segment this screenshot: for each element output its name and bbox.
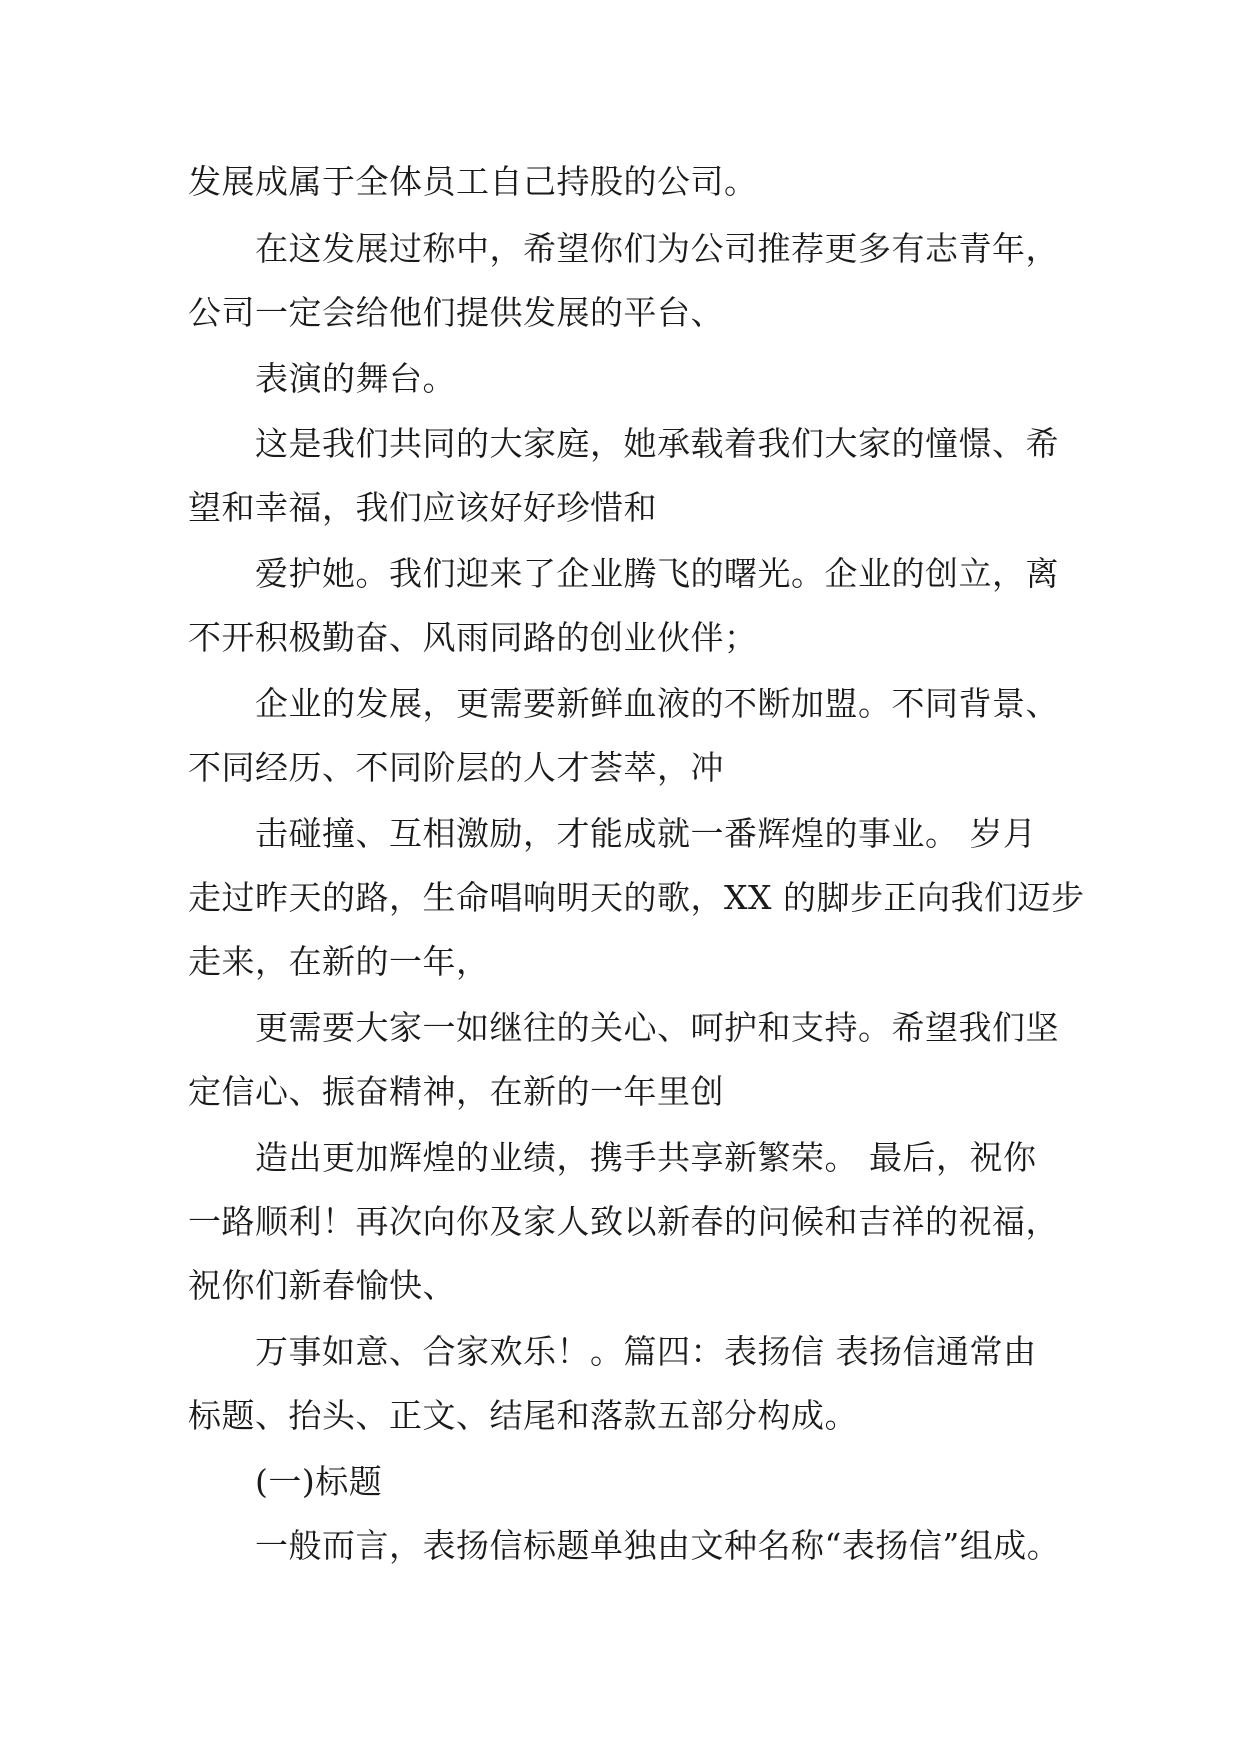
text-line: 望和幸福，我们应该好好珍惜和 bbox=[188, 488, 657, 527]
text-line: 标题、抬头、正文、结尾和落款五部分构成。 bbox=[188, 1396, 858, 1435]
text-line: 表演的舞台。 bbox=[255, 359, 456, 398]
text-line: 不开积极勤奋、风雨同路的创业伙伴； bbox=[188, 618, 758, 657]
section-heading: (一)标题 bbox=[255, 1462, 383, 1501]
text-line: 公司一定会给他们提供发展的平台、 bbox=[188, 293, 724, 332]
text-line: 击碰撞、互相激励，才能成就一番辉煌的事业。 岁月 bbox=[255, 814, 1037, 853]
text-line: 更需要大家一如继往的关心、呵护和支持。希望我们坚 bbox=[255, 1008, 1059, 1047]
text-line: 在这发展过称中，希望你们为公司推荐更多有志青年， bbox=[255, 229, 1059, 268]
text-line: 走过昨天的路，生命唱响明天的歌，XX 的脚步正向我们迈步 bbox=[188, 878, 1085, 917]
text-line: 一路顺利！再次向你及家人致以新春的问候和吉祥的祝福， bbox=[188, 1202, 1059, 1241]
text-line: 定信心、振奋精神，在新的一年里创 bbox=[188, 1072, 724, 1111]
text-line: 不同经历、不同阶层的人才荟萃，冲 bbox=[188, 748, 724, 787]
text-line: 企业的发展，更需要新鲜血液的不断加盟。不同背景、 bbox=[255, 684, 1059, 723]
text-line: 造出更加辉煌的业绩，携手共享新繁荣。 最后，祝你 bbox=[255, 1138, 1037, 1177]
text-line: 万事如意、合家欢乐！。篇四：表扬信 表扬信通常由 bbox=[255, 1332, 1037, 1371]
text-line: 祝你们新春愉快、 bbox=[188, 1266, 456, 1305]
text-line: 爱护她。我们迎来了企业腾飞的曙光。企业的创立，离 bbox=[255, 554, 1059, 593]
text-line: 这是我们共同的大家庭，她承载着我们大家的憧憬、希 bbox=[255, 424, 1059, 463]
text-line: 走来，在新的一年， bbox=[188, 942, 490, 981]
text-line: 发展成属于全体员工自己持股的公司。 bbox=[188, 162, 758, 201]
text-line: 一般而言，表扬信标题单独由文种名称“表扬信”组成。 bbox=[255, 1526, 1061, 1565]
